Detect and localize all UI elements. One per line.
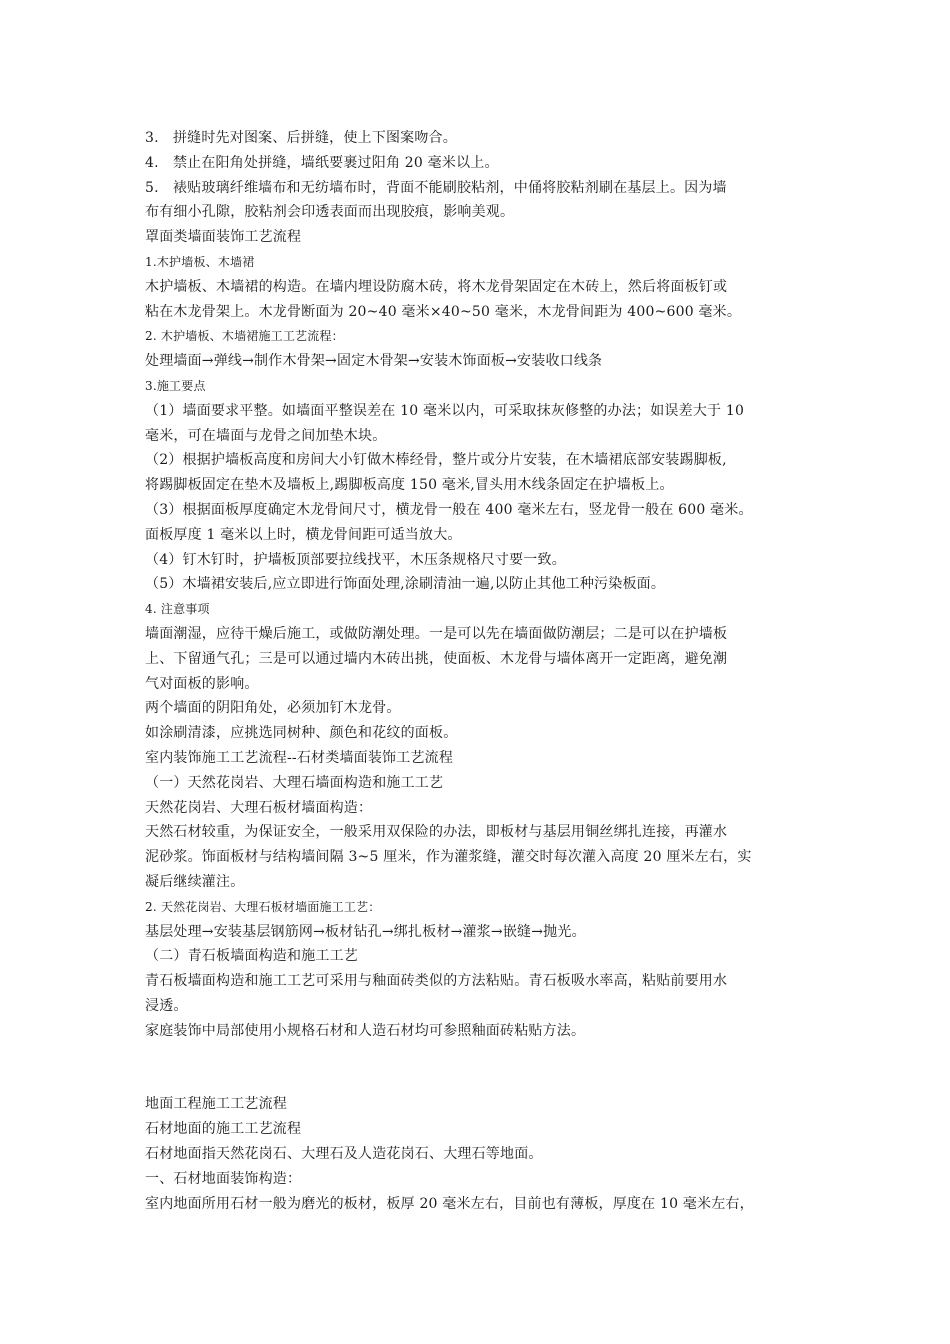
text-line: 浸透。 [145,997,188,1014]
text-line: （2）根据护墙板高度和房间大小钉做木棒经骨，整片或分片安装，在木墙裙底部安装踢脚板, [145,452,727,469]
text-line: 凝后继续灌注。 [145,873,245,890]
text-line: 4. 禁止在阳角处拼缝，墙纸要裹过阳角 20 毫米以上。 [145,154,499,171]
text-line: 布有细小孔隙，胶粘剂会印透表面而出现胶痕，影响美观。 [145,204,515,221]
text-line: 处理墙面→弹线→制作木骨架→固定木骨架→安装木饰面板→安装收口线条 [145,353,603,370]
text-line: （一）天然花岗岩、大理石墙面构造和施工工艺 [145,774,444,791]
text-line: 天然石材较重，为保证安全，一般采用双保险的办法，即板材与基层用铜丝绑扎连接，再灌水 [145,824,728,841]
document-body [145,126,810,1216]
text-line: 木护墙板、木墙裙的构造。在墙内埋设防腐木砖，将木龙骨架固定在木砖上，然后将面板钉或 [145,278,728,295]
text-line: 5. 裱贴玻璃纤维墙布和无纺墙布时，背面不能刷胶粘剂，中俑将胶粘剂刷在基层上。因为墙 [145,179,727,196]
text-line: 3. 拼缝时先对图案、后拼缝，使上下图案吻合。 [145,130,457,146]
text-line: 青石板墙面构造和施工工艺可采用与釉面砖类似的方法粘贴。青石板吸水率高，粘贴前要用水 [145,973,728,990]
paragraph-gap [145,1043,810,1092]
section-floor-engineering [145,1092,810,1216]
text-line: （3）根据面板厚度确定木龙骨间尺寸，横龙骨一般在 400 毫米左右，竖龙骨一般在 600 毫米。 [145,501,753,518]
text-line: 上、下留通气孔；三是可以通过墙内木砖出挑，使面板、木龙骨与墙体离开一定距离，避免潮 [145,650,728,667]
text-line: 家庭装饰中局部使用小规格石材和人造石材均可参照釉面砖粘贴方法。 [145,1022,586,1039]
text-line: 墙面潮湿，应待干燥后施工，或做防潮处理。一是可以先在墙面做防潮层；二是可以在护墙板 [145,625,728,642]
text-line: （二）青石板墙面构造和施工工艺 [145,948,358,965]
text-line: （4）钉木钉时，护墙板顶部要拉线找平，木压条规格尺寸要一致。 [145,551,566,568]
text-line: 气对面板的影响。 [145,675,259,692]
section-wall-finishing [145,126,810,1043]
text-line: 粘在木龙骨架上。木龙骨断面为 20~40 毫米×40~50 毫米，木龙骨间距为 400~600 毫米。 [145,303,742,320]
text-line: 一、石材地面装饰构造： [145,1170,302,1187]
text-line: 两个墙面的阴阳角处，必须加钉木龙骨。 [145,700,401,717]
text-line: 天然花岗岩、大理石板材墙面构造： [145,799,373,816]
text-line: 2. 天然花岗岩、大理石板材墙面施工工艺： [145,899,381,914]
text-line: 石材地面指天然花岗石、大理石及人造花岗石、大理石等地面。 [145,1146,543,1163]
text-line: 将踢脚板固定在垫木及墙板上,踢脚板高度 150 毫米,冒头用木线条固定在护墙板上。 [145,477,674,494]
text-line: 罩面类墙面装饰工艺流程 [145,229,302,246]
text-line: （1）墙面要求平整。如墙面平整误差在 10 毫米以内，可采取抹灰修整的办法；如误差大于 10 [145,402,745,419]
text-line: 如涂刷清漆，应挑选同树种、颜色和花纹的面板。 [145,725,458,742]
text-line: 面板厚度 1 毫米以上时，横龙骨间距可适当放大。 [145,526,462,543]
text-line: 4. 注意事项 [145,602,210,617]
text-line: 基层处理→安装基层钢筋网→板材钻孔→绑扎板材→灌浆→嵌缝→抛光。 [145,923,586,940]
text-line: 地面工程施工工艺流程 [145,1096,287,1113]
text-line: 3.施工要点 [145,378,206,393]
text-line: 室内地面所用石材一般为磨光的板材，板厚 20 毫米左右，目前也有薄板，厚度在 10 毫米左右， [145,1195,754,1212]
text-line: （5）木墙裙安装后,应立即进行饰面处理,涂刷清油一遍,以防止其他工种污染板面。 [145,576,666,593]
text-line: 泥砂浆。饰面板材与结构墙间隔 3~5 厘米，作为灌浆缝，灌交时每次灌入高度 20 厘米左右，实 [145,849,752,866]
text-line: 1.木护墙板、木墙裙 [145,254,255,269]
text-line: 室内装饰施工工艺流程--石材类墙面装饰工艺流程 [145,749,454,766]
text-line: 2. 木护墙板、木墙裙施工工艺流程： [145,329,344,344]
text-line: 石材地面的施工工艺流程 [145,1121,302,1138]
text-line: 毫米，可在墙面与龙骨之间加垫木块。 [145,427,387,444]
